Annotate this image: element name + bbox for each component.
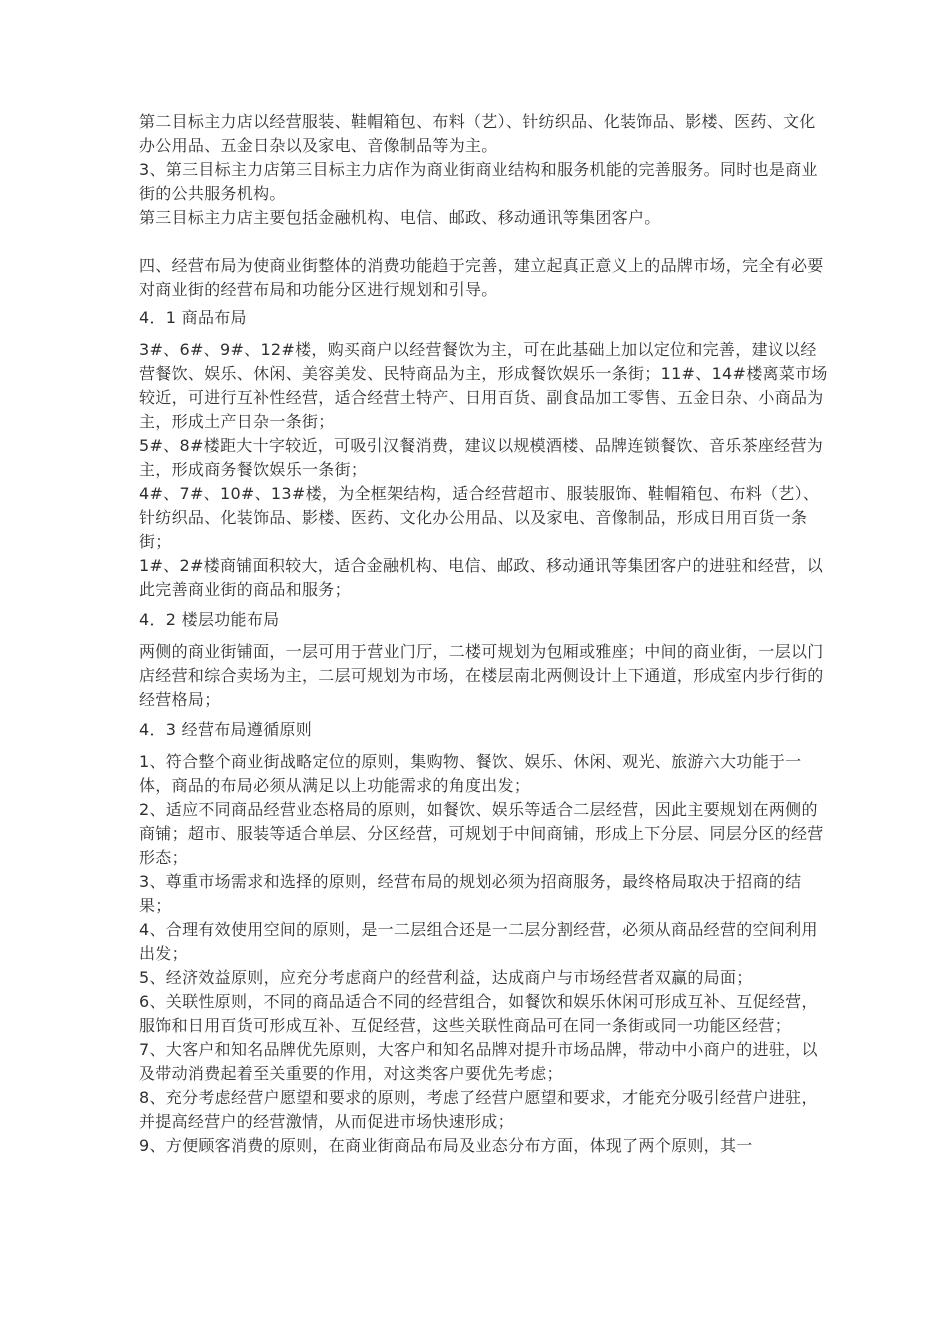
heading-4-3: 4．3 经营布局遵循原则 [139,720,313,739]
paragraph-second-target-stores: 第二目标主力店以经营服装、鞋帽箱包、布料（艺）、针纺织品、化装饰品、影楼、医药、文化办公用品、五金日杂以及家电、音像制品等为主。 [139,112,816,155]
principle-9: 9、方便顾客消费的原则，在商业街商品布局及业态分布方面，体现了两个原则，其一 [139,1136,753,1155]
paragraph-buildings-4-7-10-13: 4#、7#、10#、13#楼，为全框架结构，适合经营超市、服装服饰、鞋帽箱包、布料（艺）、针纺织品、化装饰品、影楼、医药、文化办公用品、以及家电、音像制品，形成日用百货一条街； [139,484,820,551]
principle-6: 6、关联性原则，不同的商品适合不同的经营组合，如餐饮和娱乐休闲可形成互补、互促经营，服饰和日用百货可形成互补、互促经营，这些关联性商品可在同一条街或同一功能区经营； [139,992,818,1035]
paragraph-third-target-stores: 3、第三目标主力店第三目标主力店作为商业街商业结构和服务机能的完善服务。同时也是商业街的公共服务机构。 [139,160,818,203]
principle-3: 3、尊重市场需求和选择的原则，经营布局的规划必须为招商服务，最终格局取决于招商的结果； [139,872,802,915]
principle-7: 7、大客户和知名品牌优先原则，大客户和知名品牌对提升市场品牌，带动中小商户的进驻，以及带动消费起着至关重要的作用，对这类客户要优先考虑； [139,1040,818,1083]
heading-4-1: 4．1 商品布局 [139,308,247,327]
principle-8: 8、充分考虑经营户愿望和要求的原则，考虑了经营户愿望和要求，才能充分吸引经营户进驻，并提高经营户的经营激情，从而促进市场快速形成； [139,1088,818,1131]
paragraph-buildings-5-8: 5#、8#楼距大十字较近，可吸引汉餐消费，建议以规模酒楼、品牌连锁餐饮、音乐茶座经营为主，形成商务餐饮娱乐一条街； [139,436,824,479]
paragraph-third-target-clients: 第三目标主力店主要包括金融机构、电信、邮政、移动通讯等集团客户。 [139,208,661,227]
paragraph-buildings-1-2: 1#、2#楼商铺面积较大，适合金融机构、电信、邮政、移动通讯等集团客户的进驻和经营，以此完善商业街的商品和服务； [139,556,824,599]
document-body [139,110,829,1158]
principle-1: 1、符合整个商业街战略定位的原则，集购物、餐饮、娱乐、休闲、观光、旅游六大功能于一体，商品的布局必须从满足以上功能需求的角度出发； [139,752,802,795]
principle-4: 4、合理有效使用空间的原则，是一二层组合还是一二层分割经营，必须从商品经营的空间利用出发； [139,920,818,963]
heading-4-2: 4．2 楼层功能布局 [139,610,280,629]
paragraph-section-four: 四、经营布局为使商业街整体的消费功能趋于完善，建立起真正意义上的品牌市场，完全有必要对商业街的经营布局和功能分区进行规划和引导。 [139,256,824,299]
paragraph-buildings-3-6-9-12: 3#、6#、9#、12#楼，购买商户以经营餐饮为主，可在此基础上加以定位和完善，建议以经营餐饮、娱乐、休闲、美容美发、民特商品为主，形成餐饮娱乐一条街；11#、14#楼离菜市场较近，可进行互补性经营，适合经营土特产、日用百货、副食品加工零售、五金日杂、小商品为主，形成土产日杂一条街； [139,340,828,431]
principle-5: 5、经济效益原则，应充分考虑商户的经营利益，达成商户与市场经营者双赢的局面； [139,968,753,987]
paragraph-floor-function: 两侧的商业街铺面，一层可用于营业门厅，二楼可规划为包厢或雅座；中间的商业街，一层以门店经营和综合卖场为主，二层可规划为市场，在楼层南北两侧设计上下通道，形成室内步行街的经营格局； [139,642,824,709]
principle-2: 2、适应不同商品经营业态格局的原则，如餐饮、娱乐等适合二层经营，因此主要规划在两侧的商铺；超市、服装等适合单层、分区经营，可规划于中间商铺，形成上下分层、同层分区的经营形态； [139,800,824,867]
